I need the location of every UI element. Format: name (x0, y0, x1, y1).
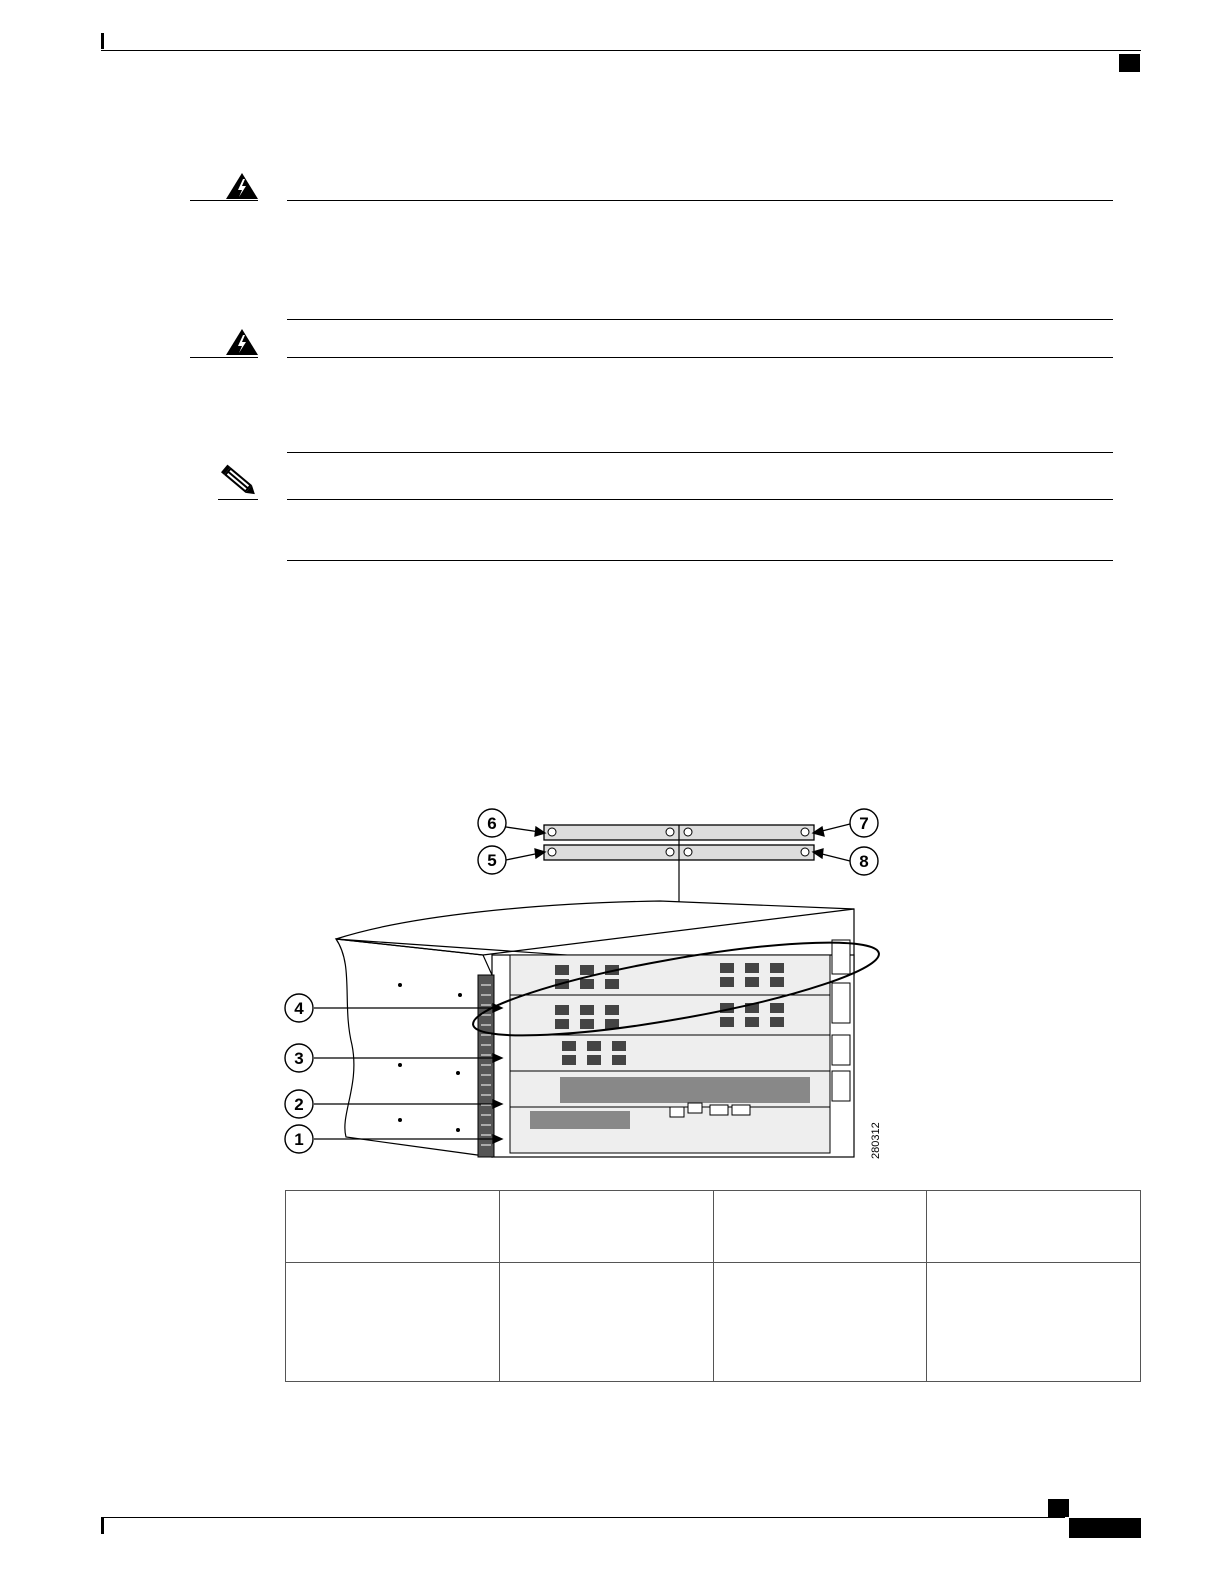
footer-left-tick (101, 1518, 104, 1534)
warning-1-rule (287, 200, 1113, 201)
table-cell (499, 1191, 713, 1263)
callout-8: 8 (859, 852, 869, 871)
warning-1-end-rule (287, 319, 1113, 320)
table-cell (499, 1263, 713, 1382)
footer-marker (1048, 1499, 1069, 1517)
footer-rule (101, 1517, 1065, 1518)
table-cell (927, 1191, 1141, 1263)
pencil-note-icon (218, 464, 260, 498)
note-end-rule (287, 560, 1113, 561)
header-rule (101, 50, 1141, 51)
header-left-tick (101, 33, 104, 49)
warning-2-icon-rule (190, 357, 258, 358)
callout-7: 7 (859, 814, 869, 833)
table-cell (713, 1263, 927, 1382)
lightning-warning-icon (225, 172, 259, 200)
callout-4: 4 (294, 999, 304, 1018)
footer-page-tab (1069, 1518, 1141, 1538)
callout-3: 3 (294, 1049, 304, 1068)
callout-2: 2 (294, 1095, 304, 1114)
table-cell (286, 1191, 500, 1263)
callout-5: 5 (487, 851, 497, 870)
figure-id: 280312 (870, 1122, 882, 1159)
note-rule (287, 499, 1113, 500)
lightning-warning-icon (225, 328, 259, 356)
note-icon-rule (218, 499, 258, 500)
table-cell (713, 1191, 927, 1263)
warning-2-end-rule (287, 452, 1113, 453)
callout-legend-table (285, 1190, 1141, 1382)
callout-6: 6 (487, 814, 497, 833)
table-row (286, 1263, 1141, 1382)
warning-block-1 (190, 170, 1113, 202)
callout-1: 1 (294, 1130, 304, 1149)
table-row (286, 1191, 1141, 1263)
warning-1-icon-rule (190, 200, 258, 201)
chassis-figure (280, 805, 900, 1165)
table-cell (927, 1263, 1141, 1382)
chassis-body (336, 901, 884, 1157)
table-cell (286, 1263, 500, 1382)
header-marker (1119, 54, 1140, 72)
warning-2-rule (287, 357, 1113, 358)
